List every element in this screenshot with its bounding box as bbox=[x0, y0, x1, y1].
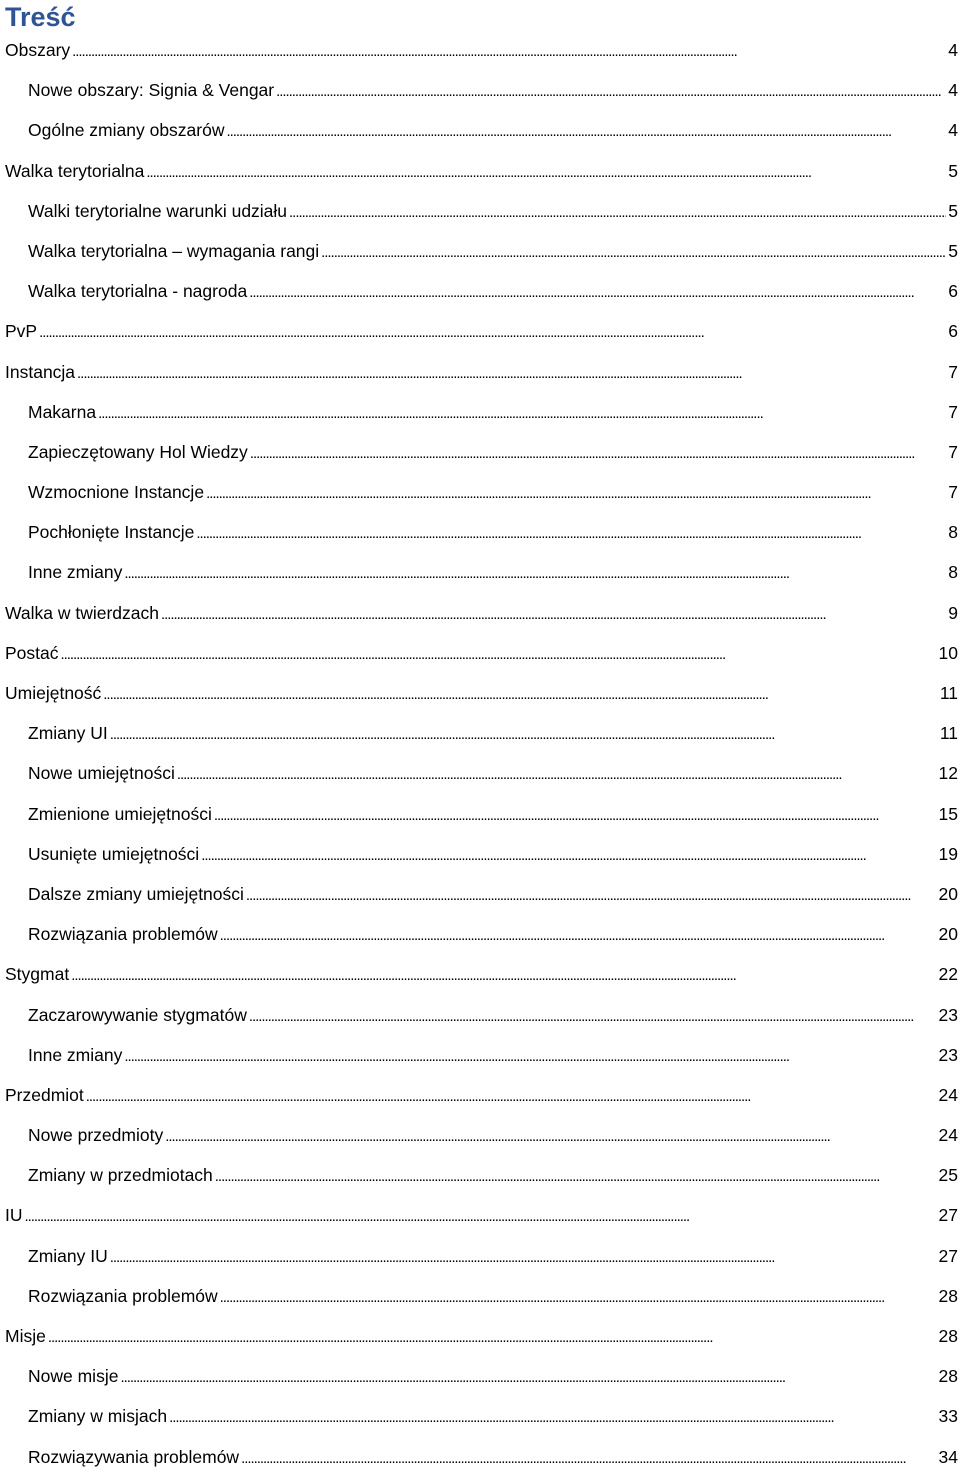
toc-entry-subsection[interactable] bbox=[0, 110, 960, 150]
dot-leader bbox=[71, 954, 936, 996]
toc-entry-page-number: 19 bbox=[938, 843, 958, 864]
toc-entry-label: Ogólne zmiany obszarów bbox=[28, 120, 225, 141]
dot-leader bbox=[169, 1396, 936, 1438]
dot-leader bbox=[48, 1316, 937, 1358]
toc-entry-page-number: 7 bbox=[948, 361, 958, 382]
dot-leader bbox=[321, 231, 946, 273]
toc-entry-label: Zmienione umiejętności bbox=[28, 803, 212, 824]
toc-entry-section[interactable] bbox=[0, 633, 960, 673]
toc-entry-page-number: 25 bbox=[938, 1165, 958, 1186]
toc-entry-page-number: 33 bbox=[938, 1406, 958, 1427]
toc-entry-subsection[interactable] bbox=[0, 70, 960, 110]
dot-leader bbox=[103, 673, 938, 715]
toc-entry-page-number: 34 bbox=[938, 1446, 958, 1467]
toc-entry-page-number: 23 bbox=[938, 1044, 958, 1065]
dot-leader bbox=[241, 1437, 936, 1479]
toc-entry-label: Nowe umiejętności bbox=[28, 763, 175, 784]
toc-title: Treść bbox=[5, 2, 76, 32]
dot-leader bbox=[215, 1155, 937, 1197]
dot-leader bbox=[98, 392, 946, 434]
toc-entry-section[interactable] bbox=[0, 673, 960, 713]
toc-entry-page-number: 11 bbox=[939, 723, 958, 744]
toc-entry-label: Rozwiązania problemów bbox=[28, 1285, 218, 1306]
toc-entry-page-number: 24 bbox=[938, 1125, 958, 1146]
toc-entry-subsection[interactable] bbox=[0, 874, 960, 914]
toc-entry-label: Zapieczętowany Hol Wiedzy bbox=[28, 441, 248, 462]
toc-entry-page-number: 23 bbox=[938, 1004, 958, 1025]
dot-leader bbox=[250, 432, 946, 474]
toc-entry-page-number: 27 bbox=[938, 1245, 958, 1266]
dot-leader bbox=[25, 1195, 937, 1237]
toc-entry-subsection[interactable] bbox=[0, 995, 960, 1035]
toc-entry-label: Zmiany w misjach bbox=[28, 1406, 168, 1427]
toc-entry-page-number: 28 bbox=[938, 1326, 958, 1346]
toc-entry-page-number: 7 bbox=[948, 482, 958, 503]
toc-entry-section[interactable] bbox=[0, 30, 960, 70]
toc-entry-page-number: 7 bbox=[948, 401, 958, 422]
toc-entry-page-number: 20 bbox=[938, 924, 958, 945]
toc-entry-label: Umiejętność bbox=[5, 683, 102, 703]
dot-leader bbox=[246, 874, 937, 916]
dot-leader bbox=[201, 834, 936, 876]
dot-leader bbox=[249, 995, 937, 1037]
toc-entry-subsection[interactable] bbox=[0, 1276, 960, 1316]
toc-entry-subsection[interactable] bbox=[0, 1396, 960, 1436]
toc-entry-label: Usunięte umiejętności bbox=[28, 843, 200, 864]
toc-entry-page-number: 8 bbox=[948, 522, 958, 543]
toc-entry-page-number: 28 bbox=[938, 1366, 958, 1387]
toc-entry-label: Walka terytorialna – wymagania rangi bbox=[28, 240, 320, 261]
toc-entry-label: Instancja bbox=[5, 361, 76, 382]
toc-entry-section[interactable] bbox=[0, 151, 960, 191]
dot-leader bbox=[206, 472, 946, 514]
toc-entry-page-number: 10 bbox=[938, 642, 958, 663]
toc-entry-subsection[interactable] bbox=[0, 552, 960, 592]
dot-leader bbox=[165, 1115, 936, 1157]
toc-entry-label: Nowe obszary: Signia & Vengar bbox=[28, 80, 275, 101]
toc-entry-page-number: 4 bbox=[948, 120, 958, 141]
dot-leader bbox=[120, 1356, 936, 1398]
dot-leader bbox=[124, 552, 946, 594]
toc-entry-page-number: 6 bbox=[948, 321, 958, 342]
toc-entry-subsection[interactable] bbox=[0, 834, 960, 874]
toc-entry-label: Wzmocnione Instancje bbox=[28, 482, 205, 503]
toc-entry-label: Misje bbox=[5, 1326, 46, 1346]
dot-leader bbox=[72, 30, 946, 72]
dot-leader bbox=[39, 311, 946, 353]
dot-leader bbox=[110, 713, 938, 755]
toc-entry-label: Zaczarowywanie stygmatów bbox=[28, 1004, 247, 1025]
toc-entry-page-number: 5 bbox=[948, 160, 958, 181]
dot-leader bbox=[86, 1075, 937, 1117]
dot-leader bbox=[124, 1035, 936, 1077]
toc-entry-label: PvP bbox=[5, 321, 38, 342]
toc-entry-subsection[interactable] bbox=[0, 392, 960, 432]
toc-entry-label: Rozwiązywania problemów bbox=[28, 1446, 240, 1467]
toc-entry-label: IU bbox=[5, 1205, 23, 1226]
toc-entry-section[interactable] bbox=[0, 1316, 960, 1356]
toc-entry-label: Zmiany w przedmiotach bbox=[28, 1165, 213, 1186]
toc-entry-page-number: 6 bbox=[948, 281, 958, 302]
toc-entry-label: Walka w twierdzach bbox=[5, 602, 159, 623]
toc-entry-label: Nowe przedmioty bbox=[28, 1125, 164, 1146]
toc-entry-section[interactable] bbox=[0, 593, 960, 633]
toc-entry-label: Makarna bbox=[28, 401, 97, 422]
dot-leader bbox=[177, 753, 937, 795]
toc-entry-page-number: 4 bbox=[948, 80, 958, 101]
dot-leader bbox=[196, 512, 946, 554]
toc-entry-section[interactable] bbox=[0, 954, 960, 994]
toc-entry-subsection[interactable] bbox=[0, 271, 960, 311]
toc-entry-subsection[interactable] bbox=[0, 1356, 960, 1396]
dot-leader bbox=[249, 271, 946, 313]
toc-entry-subsection[interactable] bbox=[0, 231, 960, 271]
toc-entry-subsection[interactable] bbox=[0, 753, 960, 793]
dot-leader bbox=[146, 151, 946, 193]
toc-entry-page-number: 22 bbox=[938, 964, 958, 985]
toc-entry-subsection[interactable] bbox=[0, 1236, 960, 1276]
toc-entry-section[interactable] bbox=[0, 311, 960, 351]
toc-entry-page-number: 24 bbox=[938, 1084, 958, 1105]
toc-entry-page-number: 15 bbox=[938, 803, 958, 824]
dot-leader bbox=[214, 794, 937, 836]
dot-leader bbox=[61, 633, 937, 675]
toc-entry-section[interactable] bbox=[0, 1195, 960, 1235]
toc-entry-subsection[interactable] bbox=[0, 1115, 960, 1155]
toc-entry-page-number: 7 bbox=[948, 441, 958, 462]
toc-entry-subsection[interactable] bbox=[0, 472, 960, 512]
toc-entry-label: Postać bbox=[5, 642, 59, 663]
dot-leader bbox=[220, 1276, 937, 1318]
dot-leader bbox=[276, 70, 946, 112]
toc-entry-page-number: 27 bbox=[938, 1205, 958, 1226]
toc-entry-label: Inne zmiany bbox=[28, 562, 123, 583]
dot-leader bbox=[220, 914, 937, 956]
toc-entry-label: Stygmat bbox=[5, 964, 70, 985]
toc-entry-page-number: 4 bbox=[948, 40, 958, 60]
toc-entry-subsection[interactable] bbox=[0, 1437, 960, 1477]
toc-entry-subsection[interactable] bbox=[0, 432, 960, 472]
toc-entry-subsection[interactable] bbox=[0, 512, 960, 552]
toc-entry-page-number: 12 bbox=[938, 763, 958, 784]
toc-entry-label: Walka terytorialna - nagroda bbox=[28, 281, 248, 302]
dot-leader bbox=[226, 110, 946, 152]
toc-entry-section[interactable] bbox=[0, 352, 960, 392]
toc-entry-subsection[interactable] bbox=[0, 794, 960, 834]
toc-entry-page-number: 5 bbox=[948, 240, 958, 261]
toc-entry-label: Obszary bbox=[5, 40, 71, 60]
toc-entry-page-number: 8 bbox=[948, 562, 958, 583]
toc-entry-label: Inne zmiany bbox=[28, 1044, 123, 1065]
toc-entry-label: Zmiany UI bbox=[28, 723, 108, 744]
toc-entry-page-number: 5 bbox=[948, 200, 958, 221]
toc-entry-section[interactable] bbox=[0, 1075, 960, 1115]
toc-entry-page-number: 28 bbox=[938, 1285, 958, 1306]
toc-entry-page-number: 9 bbox=[948, 602, 958, 623]
toc-entry-label: Zmiany IU bbox=[28, 1245, 108, 1266]
toc-entry-label: Rozwiązania problemów bbox=[28, 924, 218, 945]
toc-entry-subsection[interactable] bbox=[0, 191, 960, 231]
toc-entry-page-number: 11 bbox=[939, 683, 958, 703]
toc-entry-label: Walki terytorialne warunki udziału bbox=[28, 200, 288, 221]
toc-entry-subsection[interactable] bbox=[0, 914, 960, 954]
toc-entry-label: Pochłonięte Instancje bbox=[28, 522, 195, 543]
toc-entry-label: Dalsze zmiany umiejętności bbox=[28, 883, 244, 904]
toc-entry-subsection[interactable] bbox=[0, 1035, 960, 1075]
toc-entry-subsection[interactable] bbox=[0, 713, 960, 753]
toc-entry-label: Nowe misje bbox=[28, 1366, 119, 1387]
toc-entry-label: Walka terytorialna bbox=[5, 160, 145, 181]
dot-leader bbox=[161, 593, 946, 635]
dot-leader bbox=[77, 352, 946, 394]
dot-leader bbox=[289, 191, 946, 233]
toc-entry-page-number: 20 bbox=[938, 883, 958, 904]
toc-entry-subsection[interactable] bbox=[0, 1155, 960, 1195]
toc-entry-label: Przedmiot bbox=[5, 1084, 84, 1105]
dot-leader bbox=[110, 1236, 937, 1278]
table-of-contents bbox=[0, 30, 960, 1477]
